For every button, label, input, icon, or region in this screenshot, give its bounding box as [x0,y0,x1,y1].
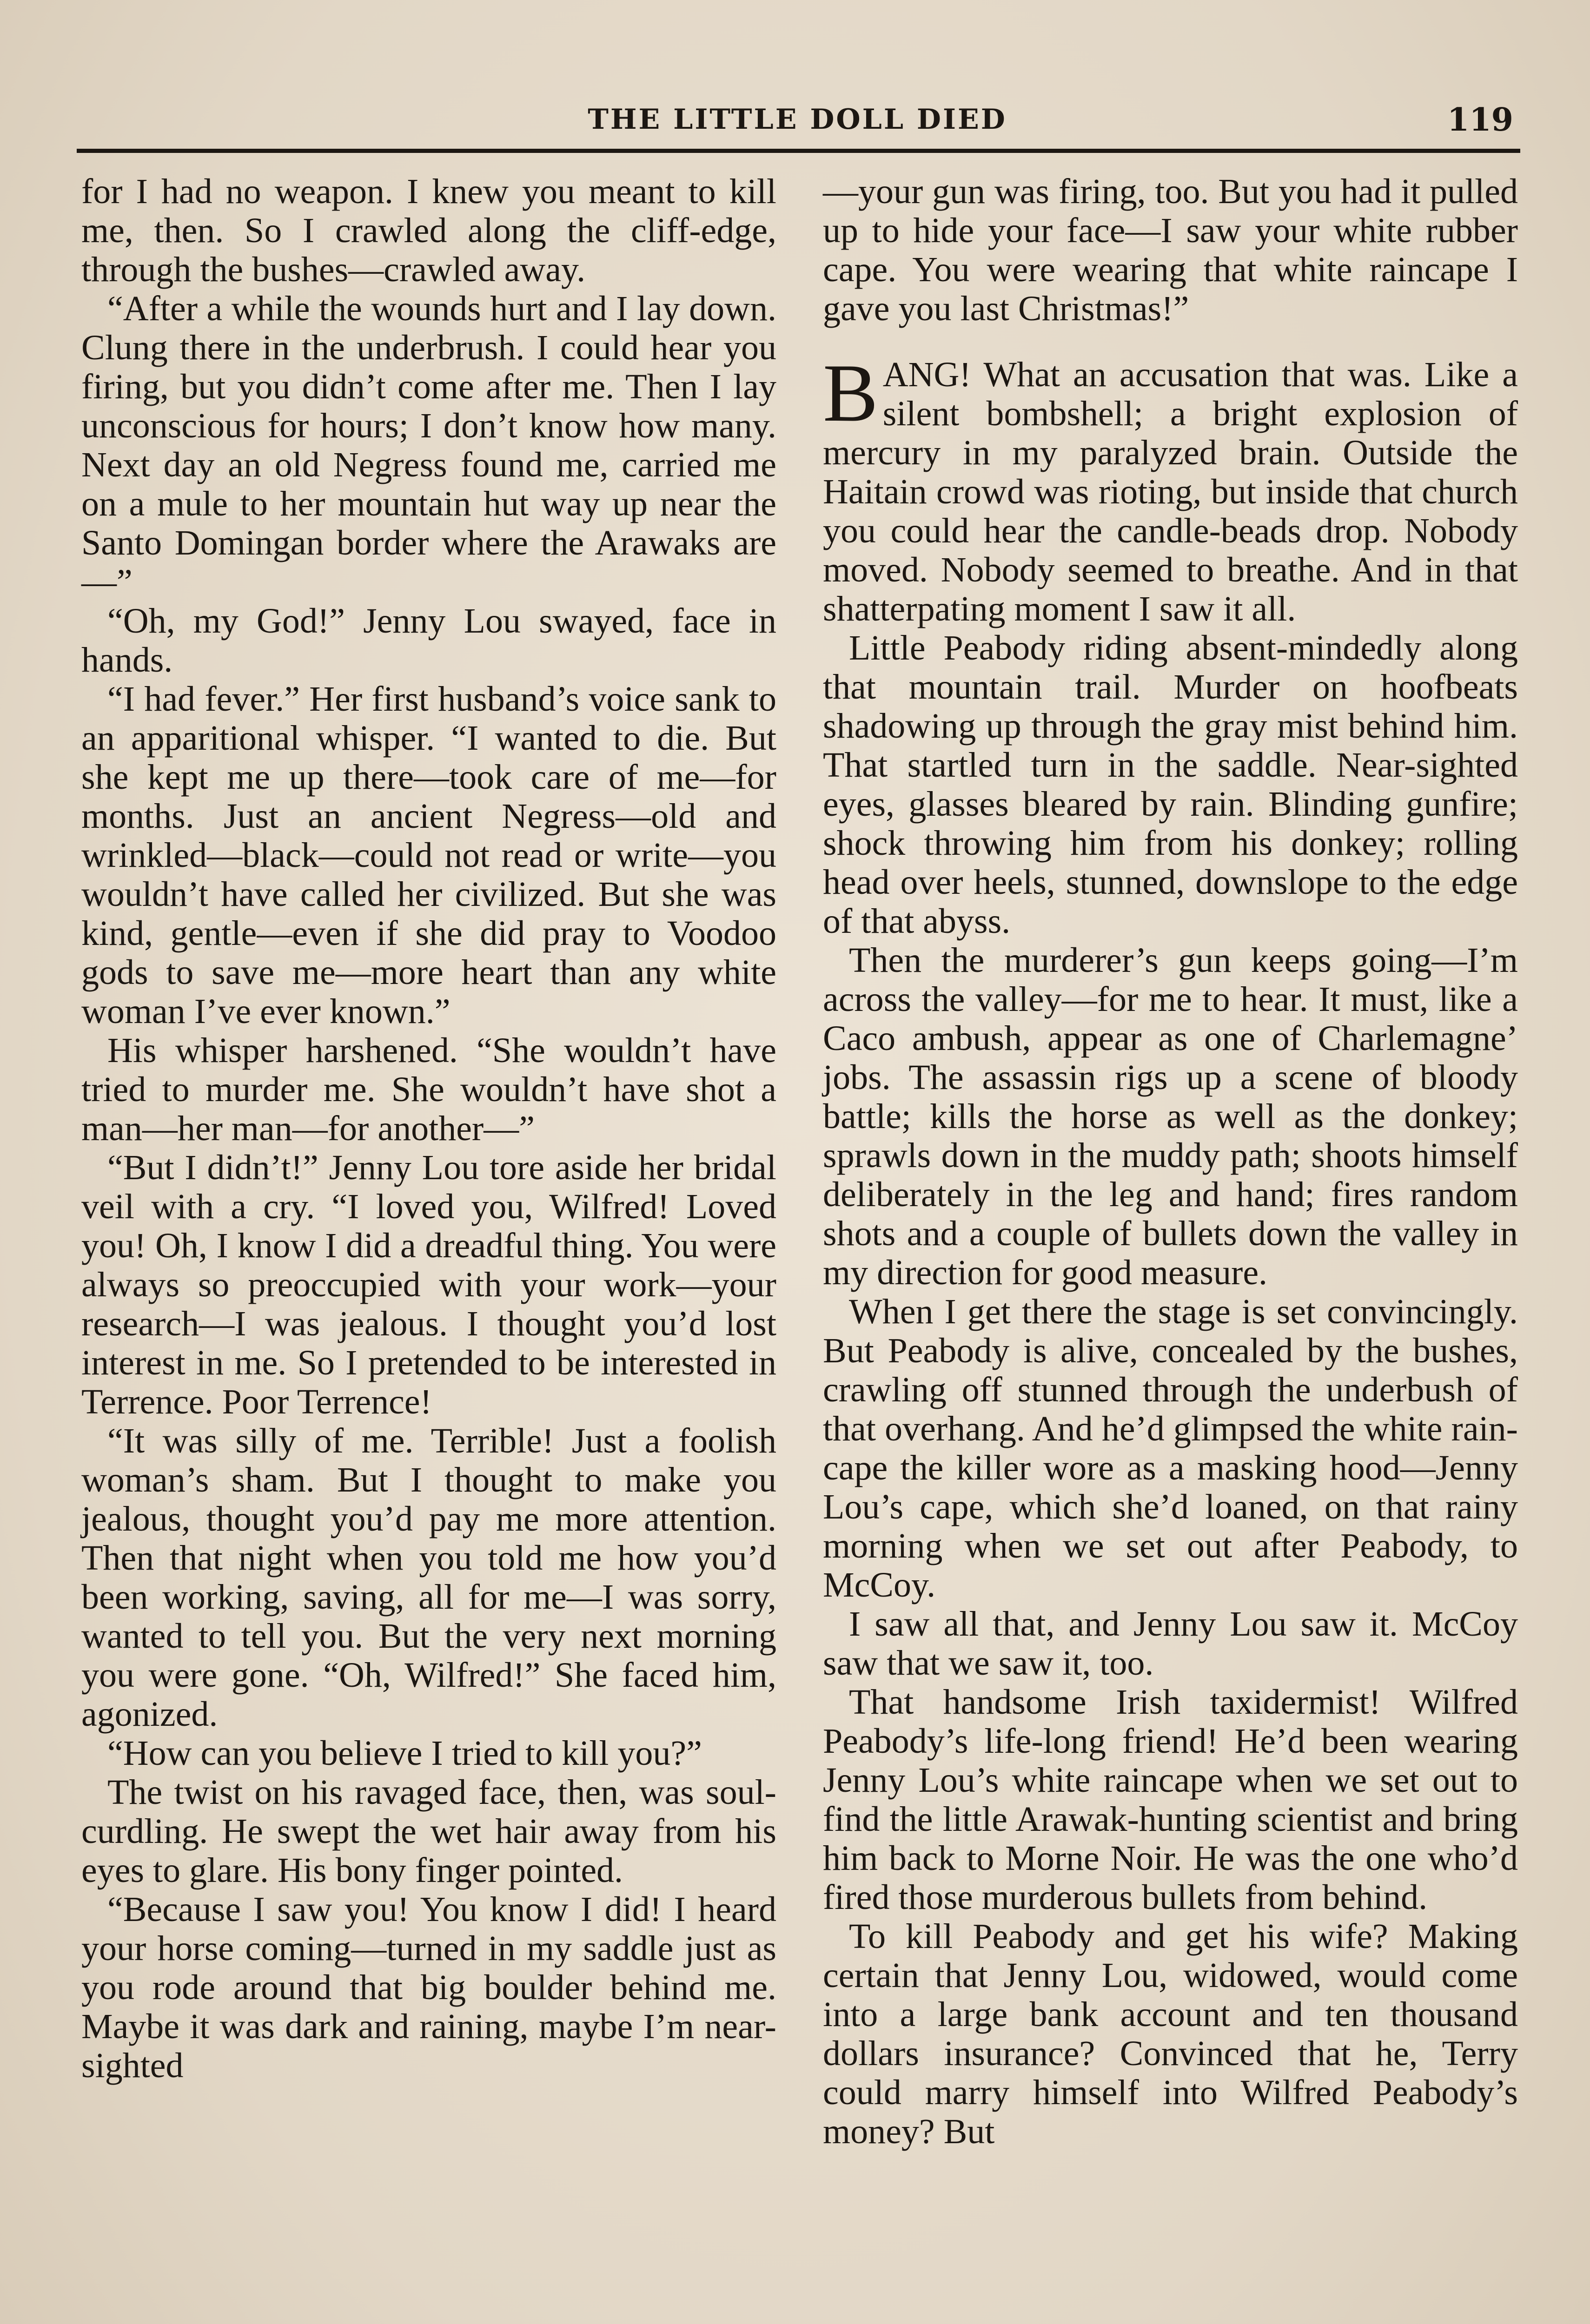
paragraph: His whisper harshened. “She wouldn’t have tried to murder me. She wouldn’t have shot a man—her man—for another—” [81,1031,776,1148]
paragraph: “How can you believe I tried to kill you?” [107,1734,702,1773]
page-number: 119 [1447,101,1513,139]
paragraph: That handsome Irish taxidermist! Wilfred Peabody’s life-long friend! He’d been wearing Jenny Lou’s white raincape when we set out to find the little Arawak-hunting scientist and bring him back to Morne Noir. He was the one who’d fired those murderous bullets from behind. [823,1683,1518,1917]
story-title: THE LITTLE DOLL DIED [588,103,1007,136]
header-rule [77,149,1520,153]
running-header [77,98,1518,149]
paragraph: “But I didn’t!” Jenny Lou tore aside her bridal veil with a cry. “I loved you, Wilfred! Loved you! Oh, I know I did a dreadful thing. You were always so preoccupied with your work—your research—I was jealous. I thought you’d lost interest in me. So I pretended to be interested in Terrence. Poor Terrence! [81,1148,776,1421]
paragraph: The twist on his ravaged face, then, was soul-curdling. He swept the wet hair away from his eyes to glare. His bony finger pointed. [81,1773,776,1890]
paragraph: for I had no weapon. I knew you meant to kill me, then. So I crawled along the cliff-edge, through the bushes—crawled away. [81,172,776,289]
section-opening-paragraph [823,347,1518,628]
paragraph: “Oh, my God!” Jenny Lou swayed, face in hands. [81,601,776,680]
drop-cap: B [823,347,878,439]
paragraph: “It was silly of me. Terrible! Just a foolish woman’s sham. But I thought to make you jealous, thought you’d pay me more attention. Then that night when you told me how you’d been working, saving, all for me—I was sorry, wanted to tell you. But the very next morning you were gone. “Oh, Wilfred!” She faced him, agonized. [81,1421,776,1734]
right-column [823,172,1518,2151]
paragraph: “I had fever.” Her first husband’s voice sank to an apparitional whisper. “I wanted to die. But she kept me up there—took care of me—for months. Just an ancient Negress—old and wrinkled—black—could not read or write—you wouldn’t have called her civilized. But she was kind, gentle—even if she did pray to Voodoo gods to save me—more heart than any white woman I’ve ever known.” [81,680,776,1031]
paragraph: “After a while the wounds hurt and I lay down. Clung there in the underbrush. I could hear you firing, but you didn’t come after me. Then I lay unconscious for hours; I don’t know how many. Next day an old Negress found me, carried me on a mule to her mountain hut way up near the Santo Domingan border where the Arawaks are—” [81,289,776,601]
paragraph: Little Peabody riding absent-mindedly along that mountain trail. Murder on hoofbeats shadowing up through the gray mist behind him. That startled turn in the saddle. Near-sighted eyes, glasses bleared by rain. Blinding gunfire; shock throwing him from his donkey; rolling head over heels, stunned, downslope to the edge of that abyss. [823,628,1518,941]
paragraph: I saw all that, and Jenny Lou saw it. McCoy saw that we saw it, too. [823,1604,1518,1683]
paragraph: To kill Peabody and get his wife? Making certain that Jenny Lou, widowed, would come into a large bank account and ten thousand dollars insurance? Convinced that he, Terry could marry himself into Wilfred Peabody’s money? But [823,1917,1518,2151]
paragraph: When I get there the stage is set convincingly. But Peabody is alive, concealed by the bushes, crawling off stunned through the underbush of that overhang. And he’d glimpsed the white rain-cape the killer wore as a masking hood—Jenny Lou’s cape, which she’d loaned, on that rainy morning when we set out after Peabody, to McCoy. [823,1292,1518,1604]
paragraph: Then the murderer’s gun keeps going—I’m across the valley—for me to hear. It must, like a Caco ambush, appear as one of Charlemagne’ jobs. The assassin rigs up a scene of bloody battle; kills the horse as well as the donkey; sprawls down in the muddy path; shoots himself deliberately in the leg and hand; fires random shots and a couple of bullets down the valley in my direction for good measure. [823,941,1518,1292]
paragraph: “Because I saw you! You know I did! I heard your horse coming—turned in my saddle just as you rode around that big boulder behind me. Maybe it was dark and raining, maybe I’m near-sighted [81,1890,776,2085]
left-column [81,172,776,2085]
section-opening-text: ANG! What an accusation that was. Like a silent bombshell; a bright explosion of mercury in my paralyzed brain. Outside the Haitain crowd was rioting, but inside that church you could hear the candle-beads drop. Nobody moved. Nobody seemed to breathe. And in that shatterpating moment I saw it all. [823,355,1518,628]
paragraph: —your gun was firing, too. But you had it pulled up to hide your face—I saw your white rubber cape. You were wearing that white raincape I gave you last Christmas!” [823,172,1518,328]
